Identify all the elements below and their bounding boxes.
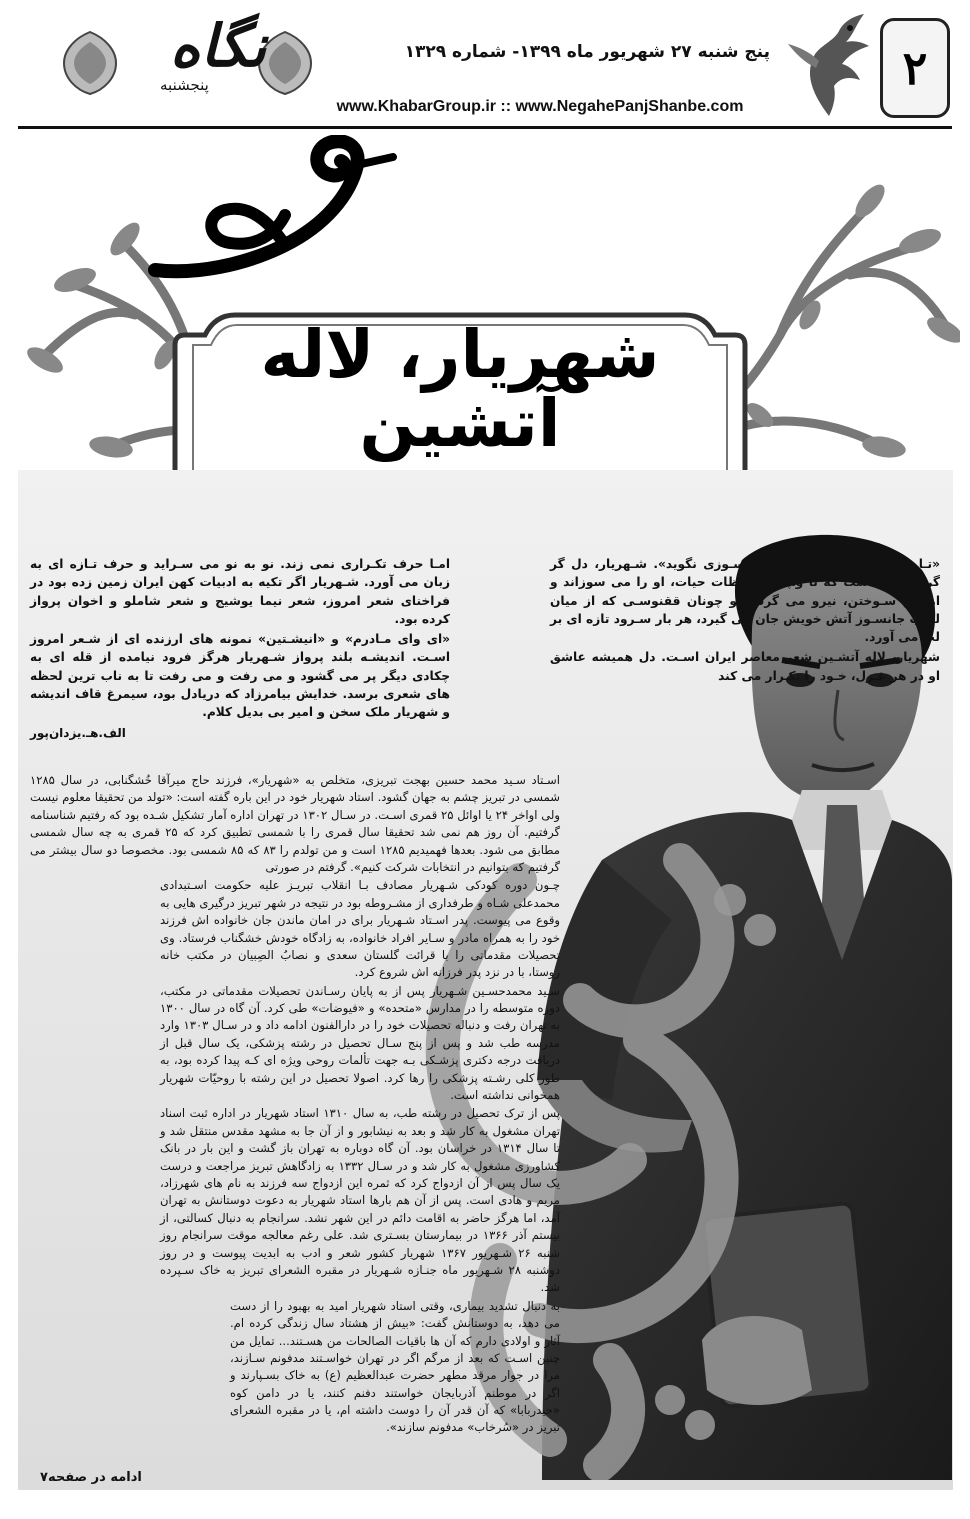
page-header [0, 0, 970, 135]
newspaper-logo [60, 8, 320, 108]
bio-paragraph: به دنبال تشدید بیماری، وقتی استاد شهریار امید به بهبود را از دست می دهد، به دوستانش گفت: «بیش از هشتاد سال زندگی کرده ام. آثار و اولادی دارم که آن ها باقیات الصالحات من هسـتند... تمایل من چنین اسـت که بعد از مرگم اگر در تهران خواسـتند مدفونم سـازند، مرا در جوار مرقد مطهر حضرت عبدالعظیم (ع) به خاک بسـپارند و اگر در موطنم آذربایجان خواستند دفنم کنند، یا در دامن کوه «حیدربابا» که آن قدر آن را دوست داشته ام، یا در مقبره الشعرای تبریز در «سُرخاب» مدفونم سازند». [230, 1298, 560, 1435]
intro-left-paragraph: «ای وای مـادرم» و «انیشـتین» نمونه های ارزنده ای از شـعر امروز اسـت. اندیشـه بلند پرواز شـهریار هرگز فرود نیامده از قله ای به چکادی دیگر پر می گشود و می رفت و می رفت تا به ناب ترین لحظه های شعری برسد. خدایش بیامرزاد که دریادل بود، سیمرغ قاف اندیشه و شهریار ملک سخن و امیر بی بدیل کلام. [30, 632, 450, 720]
page-number: ۲ [902, 41, 928, 95]
title-line-1: شهریار، لاله آتشین [260, 316, 660, 463]
intro-column-left [30, 555, 450, 742]
bio-paragraph: سـید محمدحسـین شـهریار پس از به پایان رسـاندن تحصیلات مقدماتی در مکتب، دوره متوسطه را در مدارس «متحده» و «فیوضات» طی کرد. آن گاه در سال ۱۳۰۰ به تهران رفت و دنباله تحصیلات خود را در دارالفنون ادامه داد و در سـال ۱۳۰۳ وارد مدرسه طب شد و پس از پنج سـال تحصیل در رشته پزشکی، یک سال قبل از دریافت درجه دکتری پزشـکی بـه جهت تألمات روحی ویژه ای کـه پیدا کرده بود، به طور کلی رشـته پزشکی را رها کرد. اصولا تحصیل در این رشته با روحیّات شهریار همخوانی نداشته است. [160, 983, 560, 1103]
biography-text [30, 772, 560, 1438]
page-number-box [880, 18, 950, 118]
bio-paragraph: اسـتاد سـید محمد حسین بهجت تبریزی، متخلص به «شهریار»، فرزند حاج میرآقا خُشگنابی، در سال ۱۲۸۵ شمسی در تبریز چشم به جهان گشود. استاد شهریار خود در این باره گفته است: «تولد من تحقیقا معلوم نیست ولی اواخر ۲۴ یا اوائل ۲۵ قمری اسـت. در سـال ۱۳۰۲ در تهران اداره آمار تشکیل شـده بود که رفتیم شناسنامه گرفتیم. آن روز هم نمی شد تحقیقا سال قمری را با شمسی تطبیق کرد که ۲۵ قمری به چه سال شمسی مطابق می شود. بعدها فهمیدیم ۱۲۸۵ است و من تولدم را ۸۳ که ۸۵ شمسی بود. مخصوصا دو سال بیشتر می گرفتیم که بتوانیم در انتخابات شرکت کنیم». گرفتم در صورتی [30, 773, 561, 874]
header-divider [18, 126, 952, 129]
logo-text: نگاه [170, 12, 267, 80]
issue-date-line: پنج شنبه ۲۷ شهریور ماه ۱۳۹۹- شماره ۱۳۲۹ [404, 42, 770, 62]
intro-left-paragraph: امـا حرف تکـراری نمی زند. نو به نو می سـراید و حرف تـازه ای به زبان می آورد. شـهریار اگر تکیه به ادبیات کهن ایران زمین زده بود در فراخنای شعر امروز، شعر نیما یوشیج و شعر شاملو و اخوان پرواز کرده بود. [30, 557, 450, 626]
intro-column-right [550, 555, 940, 687]
website-urls: www.KhabarGroup.ir :: www.NegahePanjShanbe.com [336, 98, 744, 115]
intro-right-paragraph: «تـا دلـی آتش نگیـرد، حرف جانسـوزی نگوید». شـهریار، دل گر گرفته ای داشت که تا واپسین لحظات حیات، او را می سوزاند و از این سـوختن، نیرو می گرفت و چونان ققنوسـی که از میان لهیب جانسـوز آتش خویش جان می گیرد، هر بار سـرود تازه ای بر لب می آورد. [550, 557, 940, 645]
logo-ornament-left-icon [60, 28, 120, 98]
bird-calligraphy-icon [135, 135, 405, 285]
bio-paragraph: چـون دوره کودکی شـهریار مصادف بـا انقلاب تبریـز علیه حکومت اسـتبدادی محمدعلی شـاه و طرفداری از مشـروطه بود در نتیجه در شهر تبریز درگیری هایی به وقوع می پیوست. پدر اسـتاد شـهریار برای در امان ماندن جان خانواده اش فرزند خود را به همراه مادر و سـایر افراد خانواده، به زادگاه خودش خشگناب فرستاد. وی تحصیلات مقدماتی را با قرائت گلستان سعدی و نصابُ الصِبیان در مکتب خانه روستا، با در نزد پدر فرزانه اش شروع کرد. [160, 878, 560, 980]
bio-paragraph: پس از ترک تحصیل در رشته طب، به سال ۱۳۱۰ استاد شهریار در اداره ثبت اسناد تهران مشغول به کار شد و بعد به نیشابور و از آن جا به مشهد مقدس منتقل شد و تا سال ۱۳۱۴ در خراسان بود. آن گاه دوباره به تهران باز گشت و این بار در بانک کشاورزی مشغول به کار شد و در سـال ۱۳۳۲ به زادگاهش تبریز مراجعت و درست یک سال پس از آن ازدواج کرد که ثمره این ازدواج سه فرزند به نام های شهرزاد، مریم و هادی است. پس از آن هم بارها استاد شهریار به دعوت دوستانش به تهران آمد، اما هرگز حاضر به اقامت دائم در این شهر نشد. سرانجام به دنبال کسالتی، از بیستم آذر ۱۳۶۶ در بیمارستان بسـتری شد. علی رغم معالجه موقت سرانجام روز شنبه ۲۶ شـهریور ۱۳۶۷ شهریار کشور شعر و ادب به ابدیت پیوست و در روز دوشنبه ۲۸ شـهریور ماه جنـازه شـهریار در مقبره الشعرای تبریز به خاک سـپرده شد. [160, 1106, 561, 1295]
logo-subtitle: پنجشنبه [160, 76, 209, 94]
author-signature: الف.هـ.یزدان‌پور [30, 725, 126, 740]
intro-right-paragraph: شهریار، لاله آتشـین شعر معاصر ایران اسـت. دل همیشه عاشق او در هر غـزل، خـود را تکـرار می کند [550, 650, 940, 683]
continued-on-page: ادامه در صفحه۷ [40, 1470, 142, 1485]
